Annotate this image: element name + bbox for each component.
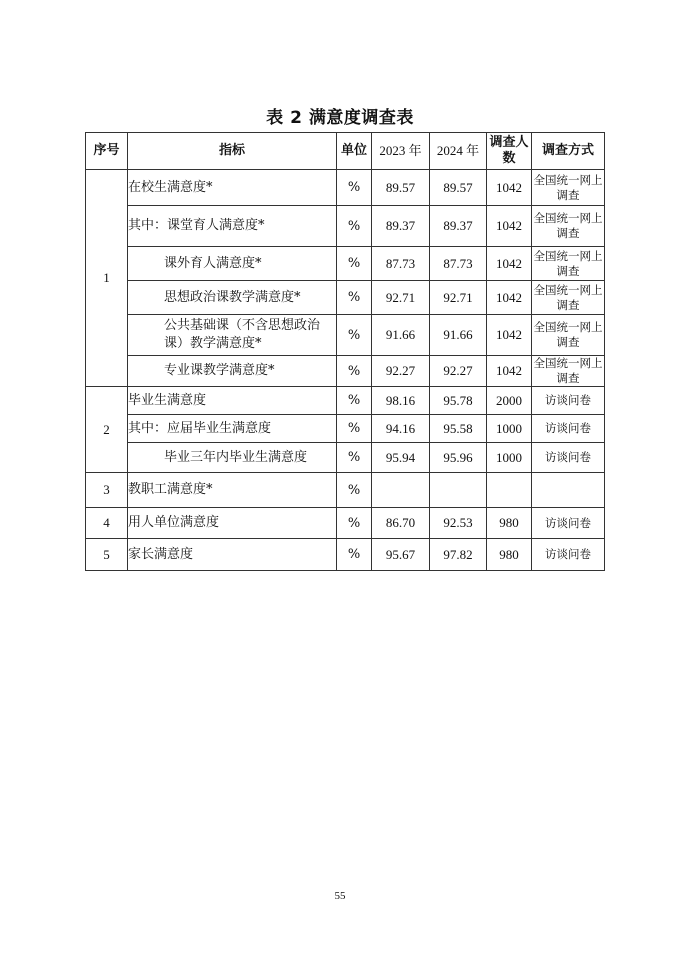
value-2023-cell: 92.71	[372, 281, 430, 315]
table-row	[86, 415, 605, 443]
value-2024-cell: 95.58	[430, 415, 487, 443]
unit-cell: %	[337, 170, 372, 206]
header-2024: 2024 年	[430, 133, 487, 170]
table-row	[86, 387, 605, 415]
indicator-cell: 教职工满意度*	[128, 473, 337, 508]
row-number: 4	[86, 508, 128, 539]
unit-cell: %	[337, 387, 372, 415]
survey-method-cell: 全国统一网上调查	[532, 281, 605, 315]
unit-cell: %	[337, 281, 372, 315]
respondent-count-cell: 1042	[487, 247, 532, 281]
survey-method-cell: 访谈问卷	[532, 387, 605, 415]
indicator-cell: 公共基础课（不含思想政治课）教学满意度*	[128, 315, 337, 356]
respondent-count-cell: 980	[487, 539, 532, 571]
indicator-cell: 思想政治课教学满意度*	[128, 281, 337, 315]
header-no: 序号	[86, 133, 128, 170]
page-number: 55	[334, 890, 346, 902]
value-2023-cell: 95.67	[372, 539, 430, 571]
table-row	[86, 539, 605, 571]
unit-cell: %	[337, 206, 372, 247]
value-2023-cell: 89.57	[372, 170, 430, 206]
table-row	[86, 443, 605, 473]
value-2024-cell: 95.78	[430, 387, 487, 415]
value-2024-cell: 89.37	[430, 206, 487, 247]
unit-cell: %	[337, 473, 372, 508]
value-2023-cell: 86.70	[372, 508, 430, 539]
survey-method-cell: 全国统一网上调查	[532, 247, 605, 281]
header-row	[86, 133, 605, 170]
survey-method-cell: 访谈问卷	[532, 539, 605, 571]
table-row	[86, 356, 605, 387]
survey-method-cell: 访谈问卷	[532, 415, 605, 443]
respondent-count-cell: 980	[487, 508, 532, 539]
indicator-cell: 家长满意度	[128, 539, 337, 571]
table-title: 表 2 满意度调查表	[266, 108, 414, 128]
survey-method-cell	[532, 473, 605, 508]
table-row	[86, 247, 605, 281]
value-2023-cell: 92.27	[372, 356, 430, 387]
value-2024-cell: 92.71	[430, 281, 487, 315]
indicator-cell: 专业课教学满意度*	[128, 356, 337, 387]
value-2024-cell: 91.66	[430, 315, 487, 356]
survey-method-cell: 全国统一网上调查	[532, 315, 605, 356]
value-2024-cell: 97.82	[430, 539, 487, 571]
table-row	[86, 315, 605, 356]
unit-cell: %	[337, 443, 372, 473]
value-2023-cell: 87.73	[372, 247, 430, 281]
value-2023-cell	[372, 473, 430, 508]
value-2023-cell: 89.37	[372, 206, 430, 247]
header-unit: 单位	[337, 133, 372, 170]
value-2023-cell: 91.66	[372, 315, 430, 356]
table-row	[86, 206, 605, 247]
indicator-cell: 毕业生满意度	[128, 387, 337, 415]
row-number: 5	[86, 539, 128, 571]
indicator-cell: 用人单位满意度	[128, 508, 337, 539]
respondent-count-cell: 2000	[487, 387, 532, 415]
value-2024-cell: 87.73	[430, 247, 487, 281]
indicator-cell: 其中：应届毕业生满意度	[128, 415, 337, 443]
respondent-count-cell: 1000	[487, 443, 532, 473]
value-2023-cell: 95.94	[372, 443, 430, 473]
value-2024-cell: 92.53	[430, 508, 487, 539]
row-number: 3	[86, 473, 128, 508]
survey-method-cell: 全国统一网上调查	[532, 170, 605, 206]
respondent-count-cell	[487, 473, 532, 508]
table-row	[86, 508, 605, 539]
respondent-count-cell: 1042	[487, 356, 532, 387]
respondent-count-cell: 1042	[487, 206, 532, 247]
respondent-count-cell: 1042	[487, 281, 532, 315]
unit-cell: %	[337, 356, 372, 387]
header-count: 调查人数	[487, 133, 532, 170]
survey-method-cell: 全国统一网上调查	[533, 356, 603, 385]
value-2024-cell: 89.57	[430, 170, 487, 206]
unit-cell: %	[337, 415, 372, 443]
table-row	[86, 281, 605, 315]
value-2024-cell	[430, 473, 487, 508]
survey-method-cell: 访谈问卷	[532, 443, 605, 473]
value-2024-cell: 95.96	[430, 443, 487, 473]
unit-cell: %	[337, 247, 372, 281]
table-row	[86, 473, 605, 508]
value-2023-cell: 94.16	[372, 415, 430, 443]
row-number: 1	[86, 170, 128, 387]
indicator-cell: 在校生满意度*	[128, 170, 337, 206]
header-indicator: 指标	[128, 133, 337, 170]
survey-method-cell: 全国统一网上调查	[532, 206, 605, 247]
value-2023-cell: 98.16	[372, 387, 430, 415]
indicator-cell: 其中：课堂育人满意度*	[128, 206, 337, 247]
indicator-cell: 毕业三年内毕业生满意度	[128, 443, 337, 473]
respondent-count-cell: 1042	[487, 315, 532, 356]
unit-cell: %	[337, 508, 372, 539]
header-2023: 2023 年	[372, 133, 430, 170]
row-number: 2	[86, 387, 128, 473]
value-2024-cell: 92.27	[430, 356, 487, 387]
survey-method-cell: 访谈问卷	[532, 508, 605, 539]
respondent-count-cell: 1000	[487, 415, 532, 443]
header-method: 调查方式	[532, 133, 605, 170]
satisfaction-survey-table	[85, 132, 605, 571]
unit-cell: %	[337, 539, 372, 571]
unit-cell: %	[337, 315, 372, 356]
respondent-count-cell: 1042	[487, 170, 532, 206]
indicator-cell: 课外育人满意度*	[128, 247, 337, 281]
table-row	[86, 170, 605, 206]
